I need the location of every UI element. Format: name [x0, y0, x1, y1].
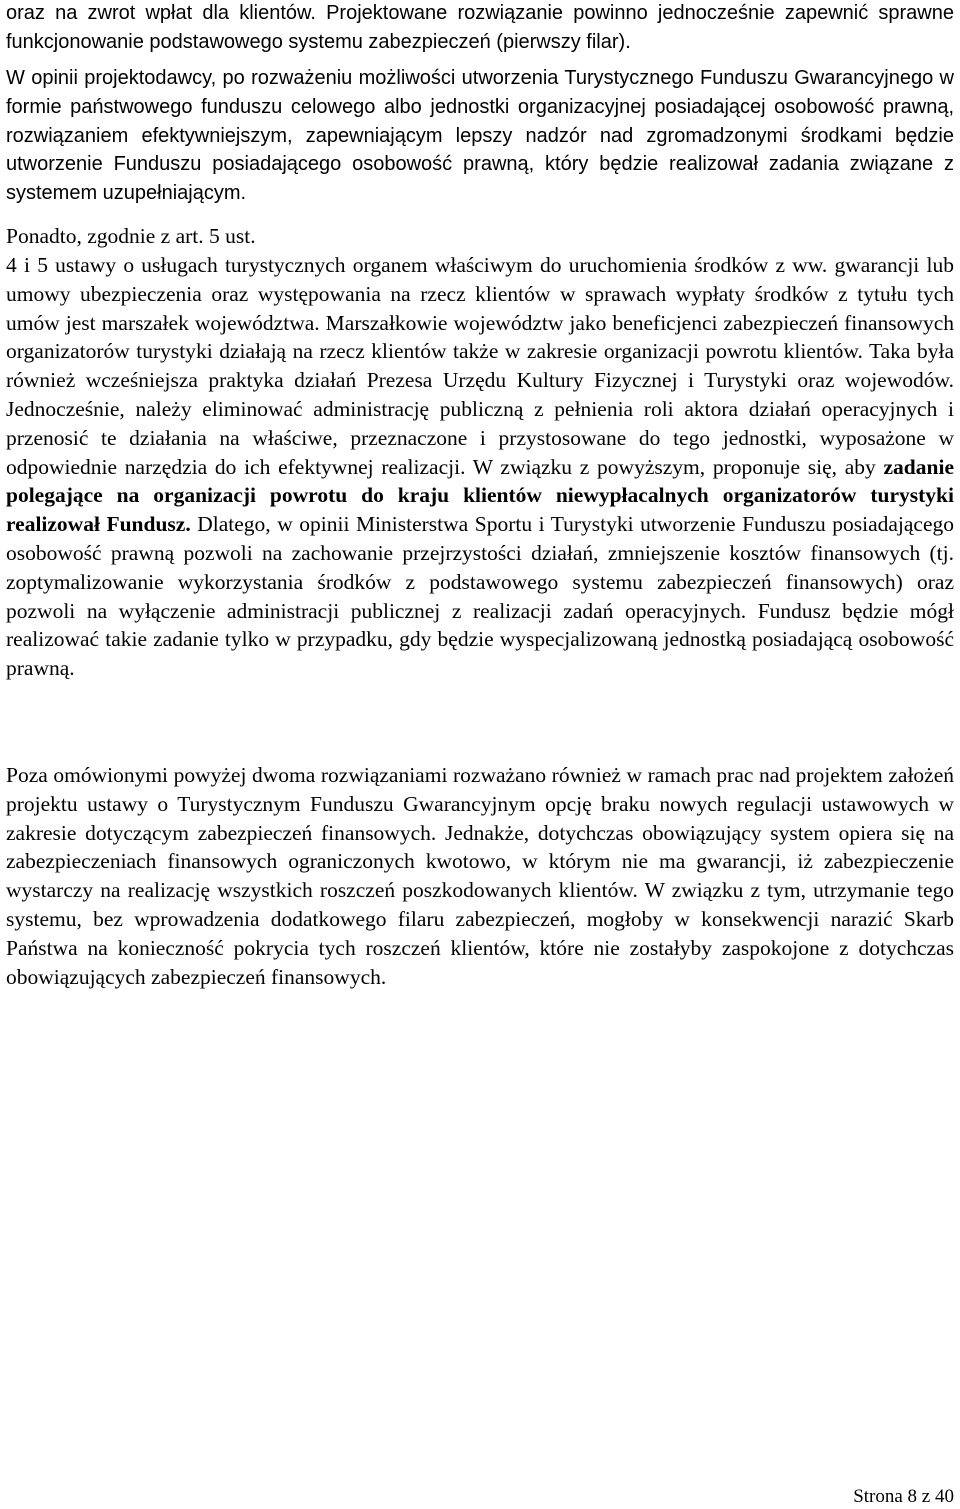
- paragraph-alternatives: [6, 761, 954, 991]
- bold-proposal-text: zadanie polegające na organizacji powrotu do kraju klientów niewypłacalnych organizatorów turystyki realizował Fundusz.: [6, 454, 954, 537]
- paragraph-text: 4 i 5 ustawy o usługach turystycznych organem właściwym do uruchomienia środków z ww. gwarancji lub umowy ubezpieczenia oraz występowania na rzecz klientów w sprawach wypłaty środków z tytułu tych umów jest marszałek województwa. Marszałkowie województw jako beneficjenci zabezpieczeń finansowych organizatorów turystyki działają na rzecz klientów także w zakresie organizacji powrotu klientów. Taka była również wcześniejsza praktyka działań Prezesa Urzędu Kultury Fizycznej i Turystyki oraz wojewodów. Jednocześnie, należy eliminować administrację publiczną z pełnienia roli aktora działań operacyjnych i przenosić te działania na właściwe, przeznaczone i przystosowane do tego jednostki, wyposażone w odpowiednie narzędzia do ich efektywnej realizacji. W związku z powyższym, proponuje się, aby: [6, 253, 954, 479]
- paragraph-text: oraz na zwrot wpłat dla klientów. Projektowane rozwiązanie powinno jednocześnie zapewnić sprawne funkcjonowanie podstawowego systemu zabezpieczeń (pierwszy filar).: [6, 2, 954, 53]
- paragraph-intro-continuation: [6, 0, 954, 57]
- page-number: Strona 8 z 40: [853, 1486, 954, 1507]
- paragraph-text: Ponadto, zgodnie z art. 5 ust.: [6, 224, 256, 248]
- paragraph-text: Dlatego, w opinii Ministerstwa Sportu i Turystyki utworzenie Funduszu posiadającego osobowość prawną pozwoli na zachowanie przejrzystości działań, zmniejszenie kosztów finansowych (tj. zoptymalizowanie wykorzystania środków z podstawowego systemu zabezpieczeń finansowych) oraz pozwoli na wyłączenie administracji publicznej z realizacji zadań operacyjnych. Fundusz będzie mógł realizować takie zadanie tylko w przypadku, gdy będzie wyspecjalizowaną jednostką posiadającą osobowość prawną.: [6, 512, 955, 681]
- paragraph-marshal-intro: [6, 222, 954, 251]
- paragraph-text: Poza omówionymi powyżej dwoma rozwiązaniami rozważano również w ramach prac nad projektem założeń projektu ustawy o Turystycznym Funduszu Gwarancyjnym opcję braku nowych regulacji ustawowych w zakresie dotyczącym zabezpieczeń finansowych. Jednakże, dotychczas obowiązujący system opiera się na zabezpieczeniach finansowych ograniczonych kwotowo, w którym nie ma gwarancji, iż zabezpieczenie wystarczy na realizację wszystkich roszczeń poszkodowanych klientów. W związku z tym, utrzymanie tego systemu, bez wprowadzenia dodatkowego filaru zabezpieczeń, mogłoby w konsekwencji narazić Skarb Państwa na konieczność pokrycia tych roszczeń klientów, które nie zostałyby zaspokojone z dotychczas obowiązujących zabezpieczeń finansowych.: [6, 763, 954, 989]
- paragraph-fund-form: [6, 64, 954, 208]
- paragraph-marshal-role: [6, 251, 954, 683]
- paragraph-text: W opinii projektodawcy, po rozważeniu możliwości utworzenia Turystycznego Funduszu Gwarancyjnego w formie państwowego funduszu celowego albo jednostki organizacyjnej posiadającej osobowość prawną, rozwiązaniem efektywniejszym, zapewniającym lepszy nadzór nad zgromadzonymi środkami będzie utworzenie Funduszu posiadającego osobowość prawną, który będzie realizował zadania związane z systemem uzupełniającym.: [6, 67, 954, 205]
